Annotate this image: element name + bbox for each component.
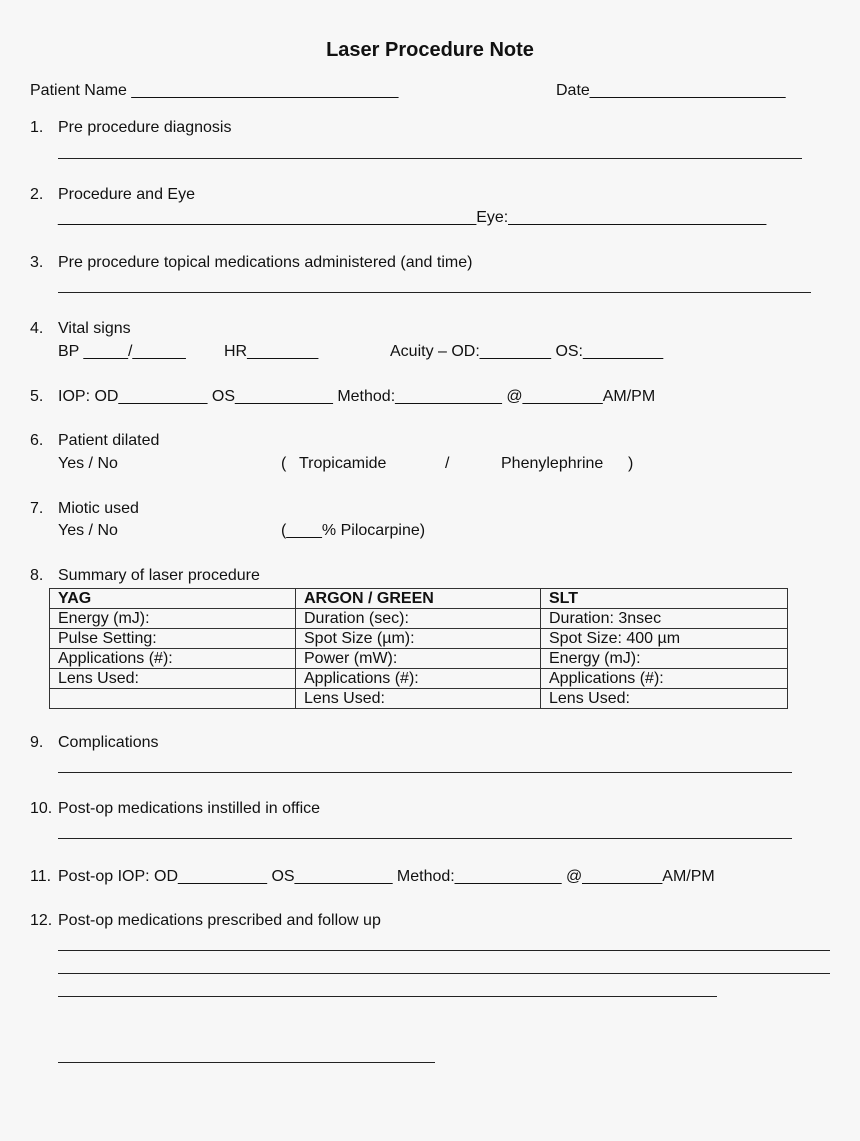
table-cell[interactable]: Spot Size (µm): [296, 629, 541, 649]
item-12-number: 12. [30, 912, 53, 929]
dilated-slash: / [445, 455, 450, 472]
table-header-row [50, 589, 788, 609]
table-cell[interactable]: Duration: 3nsec [541, 609, 788, 629]
table-cell[interactable]: Applications (#): [541, 669, 788, 689]
page-title: Laser Procedure Note [326, 39, 534, 61]
table-cell[interactable]: Duration (sec): [296, 609, 541, 629]
item-4-number: 4. [30, 320, 44, 337]
item-9-label: Complications [58, 734, 159, 751]
dilated-paren-close: ) [628, 455, 634, 472]
table-cell[interactable]: Applications (#): [296, 669, 541, 689]
item-12-answer-line[interactable] [58, 996, 717, 997]
item-5-number: 5. [30, 388, 44, 405]
item-10-answer-line[interactable] [58, 838, 792, 839]
tropicamide-option[interactable]: Tropicamide [299, 455, 387, 472]
bp-field[interactable]: BP _____/______ [58, 343, 186, 360]
table-cell[interactable] [50, 689, 296, 709]
acuity-field[interactable]: Acuity – OD:________ OS:_________ [390, 343, 664, 360]
item-1-number: 1. [30, 119, 44, 136]
item-1-label: Pre procedure diagnosis [58, 119, 232, 136]
iop-field[interactable]: IOP: OD__________ OS___________ Method:____________ @_________AM/PM [58, 388, 656, 405]
item-8-number: 8. [30, 567, 44, 584]
procedure-eye-field[interactable]: _______________________________________________Eye:_____________________________ [58, 209, 767, 226]
item-12-label: Post-op medications prescribed and follow up [58, 912, 381, 929]
item-7-label: Miotic used [58, 500, 139, 517]
header-yag: YAG [50, 589, 296, 609]
table-row [50, 689, 788, 709]
item-11-number: 11. [30, 868, 52, 885]
laser-summary-table [49, 588, 788, 709]
table-row [50, 649, 788, 669]
item-8-label: Summary of laser procedure [58, 567, 260, 584]
item-3-answer-line[interactable] [58, 292, 811, 293]
table-cell[interactable]: Spot Size: 400 µm [541, 629, 788, 649]
post-op-iop-field[interactable]: Post-op IOP: OD__________ OS___________ Method:____________ @_________AM/PM [58, 868, 715, 885]
item-2-number: 2. [30, 186, 44, 203]
header-argon-green: ARGON / GREEN [296, 589, 541, 609]
miotic-yes-no[interactable]: Yes / No [58, 522, 118, 539]
table-cell[interactable]: Lens Used: [50, 669, 296, 689]
hr-field[interactable]: HR________ [224, 343, 319, 360]
item-10-number: 10. [30, 800, 53, 817]
patient-name-field[interactable]: Patient Name ______________________________ [30, 82, 399, 99]
item-3-label: Pre procedure topical medications administered (and time) [58, 254, 473, 271]
signature-line[interactable] [58, 1062, 435, 1063]
table-cell[interactable]: Pulse Setting: [50, 629, 296, 649]
item-9-number: 9. [30, 734, 44, 751]
item-9-answer-line[interactable] [58, 772, 792, 773]
table-row [50, 669, 788, 689]
table-row [50, 609, 788, 629]
table-row [50, 629, 788, 649]
phenylephrine-option[interactable]: Phenylephrine [501, 455, 604, 472]
pilocarpine-field[interactable]: (____% Pilocarpine) [281, 522, 426, 539]
item-3-number: 3. [30, 254, 44, 271]
header-slt: SLT [541, 589, 788, 609]
table-cell[interactable]: Power (mW): [296, 649, 541, 669]
item-6-label: Patient dilated [58, 432, 160, 449]
dilated-yes-no[interactable]: Yes / No [58, 455, 118, 472]
table-cell[interactable]: Energy (mJ): [50, 609, 296, 629]
date-field[interactable]: Date______________________ [556, 82, 786, 99]
item-2-label: Procedure and Eye [58, 186, 195, 203]
item-4-label: Vital signs [58, 320, 131, 337]
item-6-number: 6. [30, 432, 44, 449]
dilated-paren-open: ( [281, 455, 287, 472]
table-cell[interactable]: Applications (#): [50, 649, 296, 669]
item-12-answer-line[interactable] [58, 950, 830, 951]
table-cell[interactable]: Energy (mJ): [541, 649, 788, 669]
table-cell[interactable]: Lens Used: [296, 689, 541, 709]
item-10-label: Post-op medications instilled in office [58, 800, 321, 817]
item-7-number: 7. [30, 500, 44, 517]
item-1-answer-line[interactable] [58, 158, 802, 159]
table-cell[interactable]: Lens Used: [541, 689, 788, 709]
item-12-answer-line[interactable] [58, 973, 830, 974]
